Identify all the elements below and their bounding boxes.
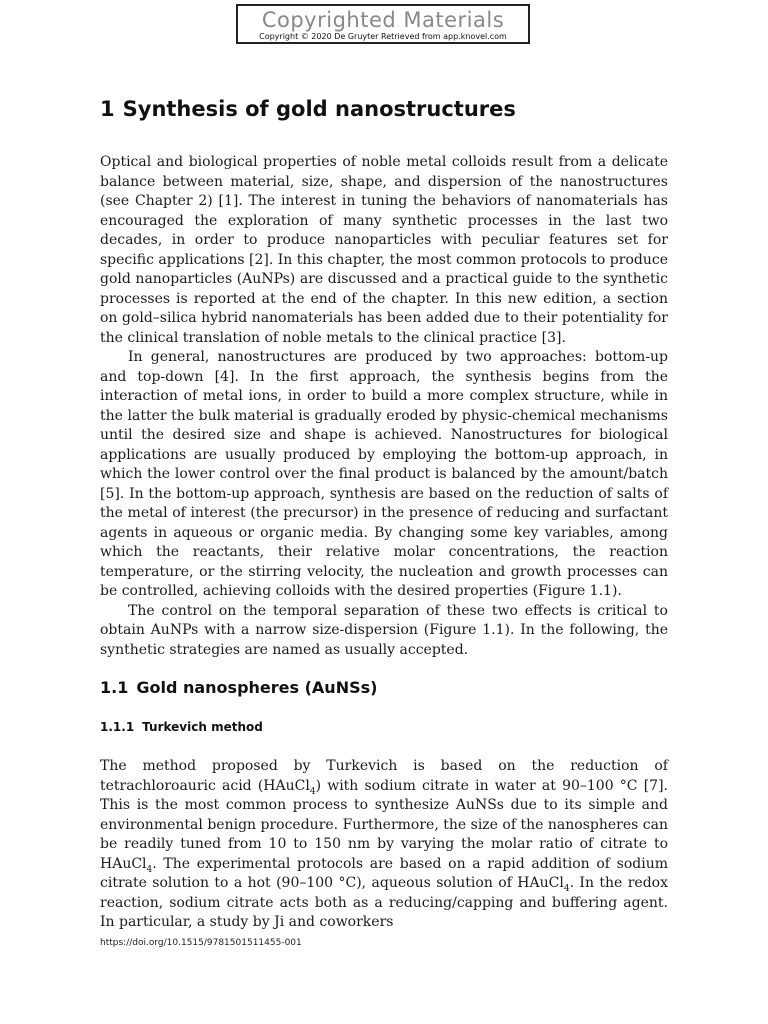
turkevich-text bbox=[100, 757, 668, 933]
subsection-number: 1.1.1 bbox=[100, 720, 135, 734]
subsection-heading bbox=[100, 720, 263, 734]
section-number: 1.1 bbox=[100, 678, 129, 697]
paragraph: The method proposed by Turkevich is based on the reduction of tetrachloroauric acid (HAuCl$_4$) with sodium citrate in water at 90–100 °C [7]. This is the most common process to synthesize AuNSs due to its simple and environmental benign procedure. Furthermore, the size of the nanospheres can be readily tuned from 10 to 150 nm by varying the molar ratio of citrate to HAuCl$_4$. The experimental protocols are based on a rapid addition of sodium citrate solution to a hot (90–100 °C), aqueous solution of HAuCl$_4$. In the redox reaction, sodium citrate acts both as a reducing/capping and buffering agent. In particular, a study by Ji and coworkers bbox=[100, 758, 668, 930]
copyright-banner bbox=[236, 4, 530, 44]
intro-text bbox=[100, 153, 668, 660]
paragraph: Optical and biological properties of noble metal colloids result from a delicate balance between material, size, shape, and dispersion of the nanostructures (see Chapter 2) [1]. The interest in tuning the behaviors of nanomaterials has encouraged the exploration of many synthetic processes in the last two decades, in order to produce nanoparticles with peculiar features set for specific applications [2]. In this chapter, the most common protocols to produce gold nanoparticles (AuNPs) are discussed and a practical guide to the synthetic processes is reported at the end of the chapter. In this new edition, a section on gold–silica hybrid nanomaterials has been added due to their potentiality for the clinical translation of noble metals to the clinical practice [3]. bbox=[100, 154, 668, 346]
subsection-title: Turkevich method bbox=[142, 720, 263, 734]
paragraph: In general, nanostructures are produced by two approaches: bottom-up and top-down [4]. In the first approach, the synthesis begins from the interaction of metal ions, in order to build a more complex structure, while in the latter the bulk material is gradually eroded by physic-chemical mechanisms until the desired size and shape is achieved. Nanostructures for biological applications are usually produced by employing the bottom-up approach, in which the lower control over the final product is balanced by the amount/batch [5]. In the bottom-up approach, synthesis are based on the reduction of salts of the metal of interest (the precursor) in the presence of reducing and surfactant agents in aqueous or organic media. By changing some key variables, among which the reactants, their relative molar concentrations, the reaction temperature, or the stirring velocity, the nucleation and growth processes can be controlled, achieving colloids with the desired properties (Figure 1.1). bbox=[100, 349, 668, 599]
paragraph: The control on the temporal separation of these two effects is critical to obtain AuNPs with a narrow size-dispersion (Figure 1.1). In the following, the synthetic strategies are named as usually accepted. bbox=[100, 602, 668, 658]
doi-link[interactable]: https://doi.org/10.1515/9781501511455-001 bbox=[100, 938, 302, 948]
section-heading bbox=[100, 678, 377, 697]
section-title: Gold nanospheres (AuNSs) bbox=[136, 678, 378, 697]
chapter-title-text: Synthesis of gold nanostructures bbox=[122, 97, 516, 121]
copyright-banner-notice: Copyright © 2020 De Gruyter Retrieved from app.knovel.com bbox=[259, 32, 507, 41]
chapter-title bbox=[100, 97, 516, 121]
chapter-number: 1 bbox=[100, 97, 115, 121]
copyright-banner-title: Copyrighted Materials bbox=[261, 8, 505, 32]
